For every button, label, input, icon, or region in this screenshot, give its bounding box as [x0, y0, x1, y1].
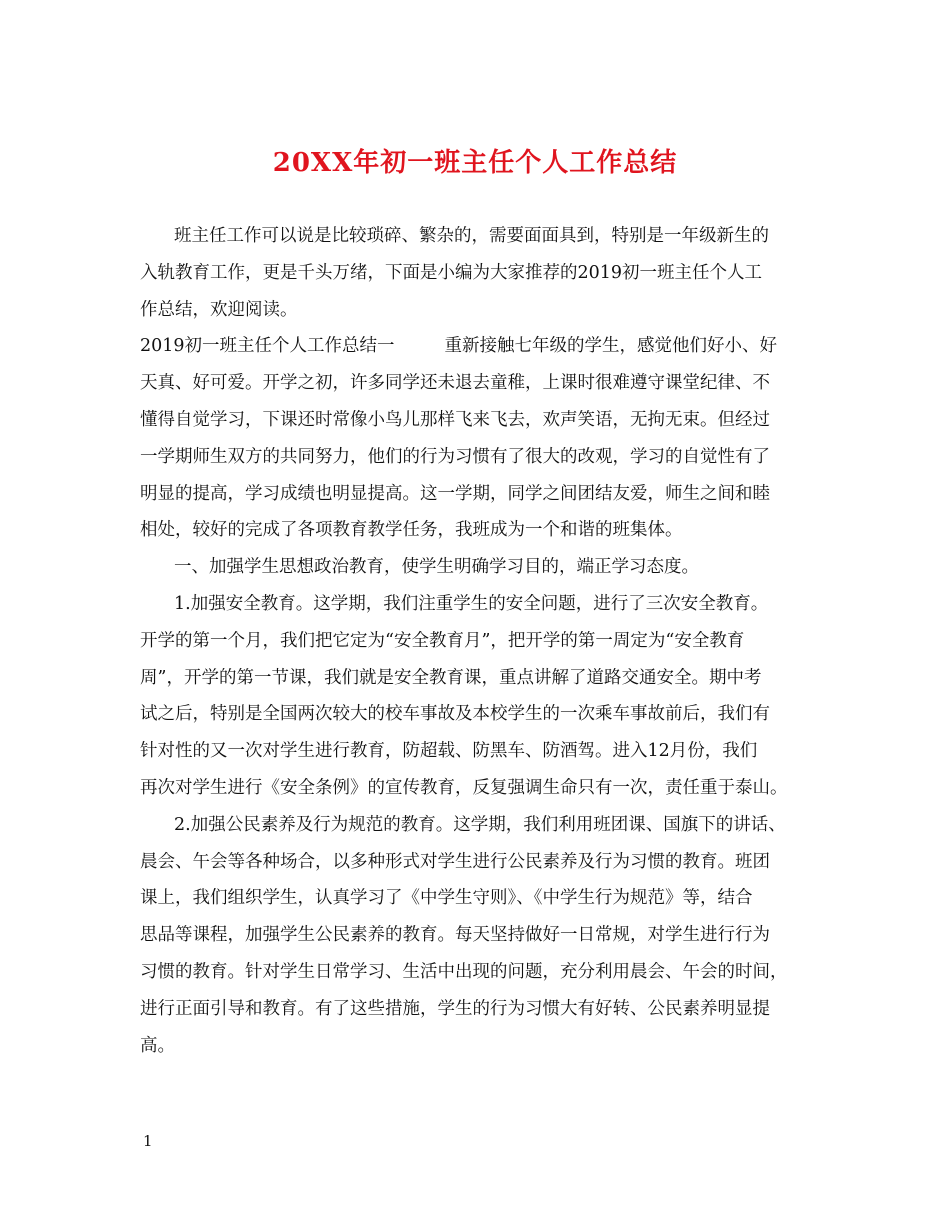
- text-segment: 一、加强学生思想政治教育，使学生明确学习目的，端正学习态度。: [174, 557, 699, 578]
- text-segment: 1.加强安全教育。这学期，我们注重学生的安全问题，进行了三次安全教育。: [174, 593, 769, 614]
- text-segment: 作总结，欢迎阅读。: [140, 299, 298, 320]
- text-line: [140, 586, 830, 623]
- text-segment: 习惯的教育。针对学生日常学习、生活中出现的问题，充分利用晨会、午会的时间，: [140, 961, 788, 982]
- text-line: [140, 623, 830, 660]
- text-segment: 入轨教育工作，更是千头万绪，下面是小编为大家推荐的2019初一班主任个人工: [140, 262, 763, 283]
- text-segment: 针对性的又一次对学生进行教育，防超载、防黑车、防酒驾。进入12月份，我们: [140, 741, 758, 762]
- text-segment: 2.加强公民素养及行为规范的教育。这学期，我们利用班团课、国旗下的讲话、: [174, 814, 786, 835]
- text-line: [140, 696, 830, 733]
- text-line: [140, 549, 830, 586]
- text-segment: 天真、好可爱。开学之初，许多同学还未退去童稚，上课时很难遵守课堂纪律、不: [140, 373, 770, 394]
- text-segment: 懂得自觉学习，下课还时常像小鸟儿那样飞来飞去，欢声笑语，无拘无束。但经过: [140, 409, 770, 430]
- text-segment: 进行正面引导和教育。有了这些措施，学生的行为习惯大有好转、公民素养明显提: [140, 998, 770, 1019]
- text-segment: 开学的第一个月，我们把它定为“安全教育月”，把开学的第一周定为“安全教育: [140, 630, 745, 651]
- text-segment: 再次对学生进行《安全条例》的宣传教育，反复强调生命只有一次，责任重于泰山。: [140, 777, 788, 798]
- text-line: [140, 844, 830, 881]
- text-line: [140, 917, 830, 954]
- text-line: [140, 218, 830, 255]
- text-line: [140, 328, 830, 365]
- text-line: [140, 255, 830, 292]
- text-line: [140, 733, 830, 770]
- text-line: [140, 807, 830, 844]
- text-line: [140, 439, 830, 476]
- text-line: [140, 954, 830, 991]
- text-line: [140, 991, 830, 1028]
- text-segment: 周”，开学的第一节课，我们就是安全教育课，重点讲解了道路交通安全。期中考: [140, 667, 762, 688]
- text-segment: 一学期师生双方的共同努力，他们的行为习惯有了很大的改观，学习的自觉性有了: [140, 446, 770, 467]
- text-line: [140, 660, 830, 697]
- page-number: 1: [143, 1132, 153, 1150]
- text-line: [140, 512, 830, 549]
- text-line: [140, 1028, 830, 1065]
- document-body: [140, 218, 830, 1064]
- document-title: 20XX年初一班主任个人工作总结: [272, 148, 678, 178]
- text-segment: 思品等课程，加强学生公民素养的教育。每天坚持做好一日常规，对学生进行行为: [140, 925, 770, 946]
- text-line: [140, 402, 830, 439]
- text-segment: 明显的提高，学习成绩也明显提高。这一学期，同学之间团结友爱，师生之间和睦: [140, 483, 770, 504]
- text-segment: 试之后，特别是全国两次较大的校车事故及本校学生的一次乘车事故前后，我们有: [140, 704, 770, 725]
- text-line: [140, 880, 830, 917]
- text-segment: 重新接触七年级的学生，感觉他们好小、好: [444, 336, 778, 357]
- text-line: [140, 292, 830, 329]
- text-segment: 班主任工作可以说是比较琐碎、繁杂的，需要面面具到，特别是一年级新生的: [174, 226, 769, 246]
- text-segment: 课上，我们组织学生，认真学习了《中学生守则》、《中学生行为规范》等，结合: [140, 888, 753, 909]
- text-line: [140, 770, 830, 807]
- text-segment: 2019初一班主任个人工作总结一: [140, 336, 395, 357]
- text-line: [140, 476, 830, 513]
- text-segment: 晨会、午会等各种场合，以多种形式对学生进行公民素养及行为习惯的教育。班团: [140, 851, 770, 872]
- text-line: [140, 365, 830, 402]
- text-segment: 高。: [140, 1035, 175, 1056]
- text-segment: 相处，较好的完成了各项教育教学任务，我班成为一个和谐的班集体。: [140, 520, 683, 541]
